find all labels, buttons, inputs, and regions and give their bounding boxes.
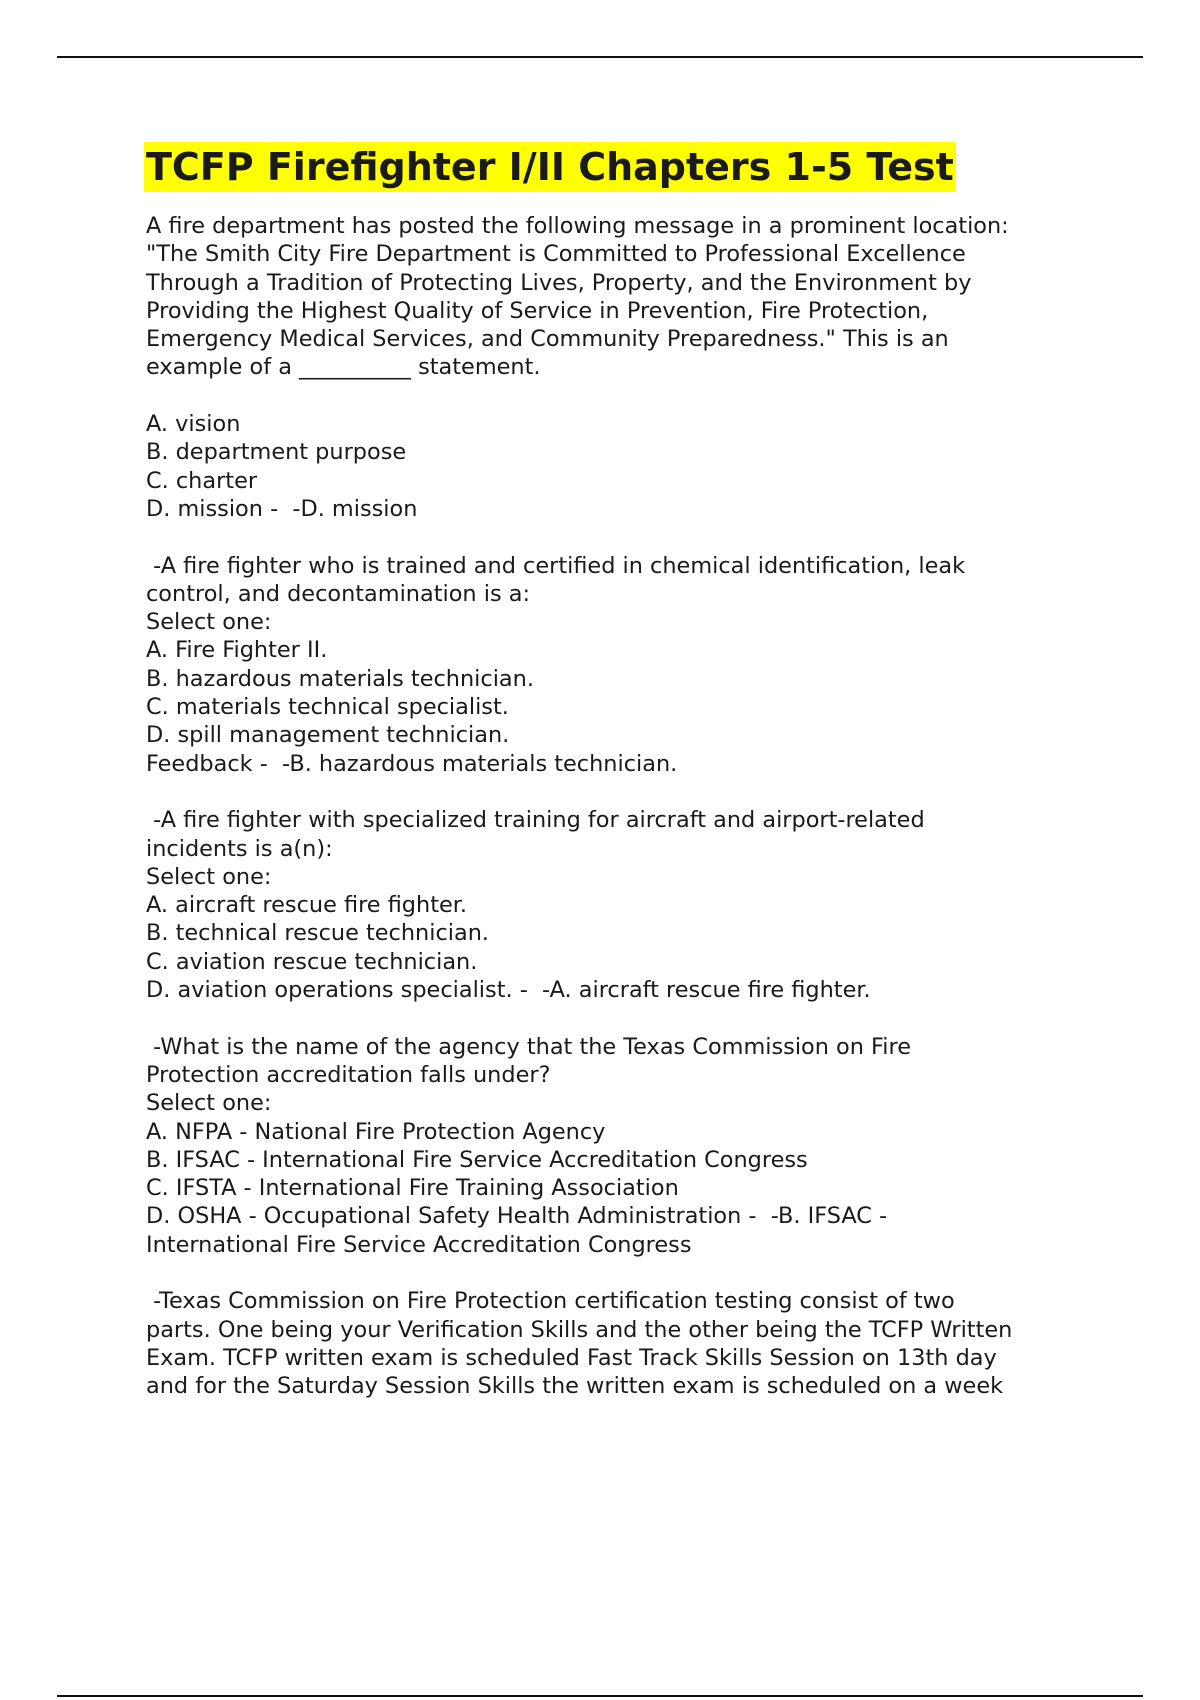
text-line: Through a Tradition of Protecting Lives, Property, and the Environment by [146,269,972,296]
question-5 [146,1287,1106,1400]
option-line: B. IFSAC - International Fire Service Accreditation Congress [146,1146,808,1173]
option-line: C. aviation rescue technician. [146,948,478,975]
option-line: D. aviation operations specialist. - -A. aircraft rescue fire fighter. [146,977,871,1004]
document-body [146,142,1106,1429]
text-line: A fire department has posted the following message in a prominent location: [146,213,1009,239]
option-line: A. vision [146,411,241,438]
option-line: D. mission - -D. mission [146,495,418,522]
feedback-line: Feedback - -B. hazardous materials technician. [146,750,678,777]
option-line: C. IFSTA - International Fire Training Association [146,1175,679,1202]
text-line: example of a __________ statement. [146,354,541,381]
text-line: Select one: [146,1090,272,1117]
text-line: and for the Saturday Session Skills the written exam is scheduled on a week [146,1373,1004,1400]
question-1-options [146,410,1106,523]
page-bottom-rule [57,1695,1143,1697]
document-title: TCFP Firefighter I/II Chapters 1-5 Test [144,142,956,192]
option-line: A. Fire Fighter II. [146,637,328,664]
option-line: International Fire Service Accreditation Congress [146,1231,692,1258]
text-line: "The Smith City Fire Department is Committed to Professional Excellence [146,241,966,268]
option-line: A. NFPA - National Fire Protection Agency [146,1118,606,1145]
question-4 [146,1033,1106,1259]
option-line: C. charter [146,467,258,494]
question-2 [146,552,1106,778]
page-top-rule [57,56,1143,58]
option-line: D. OSHA - Occupational Safety Health Administration - -B. IFSAC - [146,1203,888,1230]
text-line: Protection accreditation falls under? [146,1061,551,1088]
text-line: Select one: [146,863,272,890]
text-line: Exam. TCFP written exam is scheduled Fast Track Skills Session on 13th day [146,1344,997,1371]
option-line: B. hazardous materials technician. [146,665,534,692]
option-line: B. technical rescue technician. [146,920,490,947]
option-line: D. spill management technician. [146,722,510,749]
option-line: A. aircraft rescue fire fighter. [146,892,468,919]
text-line: -A fire fighter with specialized training for aircraft and airport-related [146,807,925,834]
text-line: parts. One being your Verification Skills and the other being the TCFP Written [146,1316,1013,1343]
question-1-prompt [146,212,1106,382]
text-line: -What is the name of the agency that the Texas Commission on Fire [146,1033,912,1060]
text-line: incidents is a(n): [146,835,333,862]
text-line: -A fire fighter who is trained and certified in chemical identification, leak [146,552,966,579]
question-3 [146,806,1106,1004]
text-line: Providing the Highest Quality of Service in Prevention, Fire Protection, [146,297,929,324]
text-line: -Texas Commission on Fire Protection certification testing consist of two [146,1288,955,1315]
text-line: control, and decontamination is a: [146,580,530,607]
option-line: C. materials technical specialist. [146,694,509,721]
option-line: B. department purpose [146,439,407,466]
text-line: Select one: [146,609,272,636]
text-line: Emergency Medical Services, and Community Preparedness." This is an [146,326,949,353]
